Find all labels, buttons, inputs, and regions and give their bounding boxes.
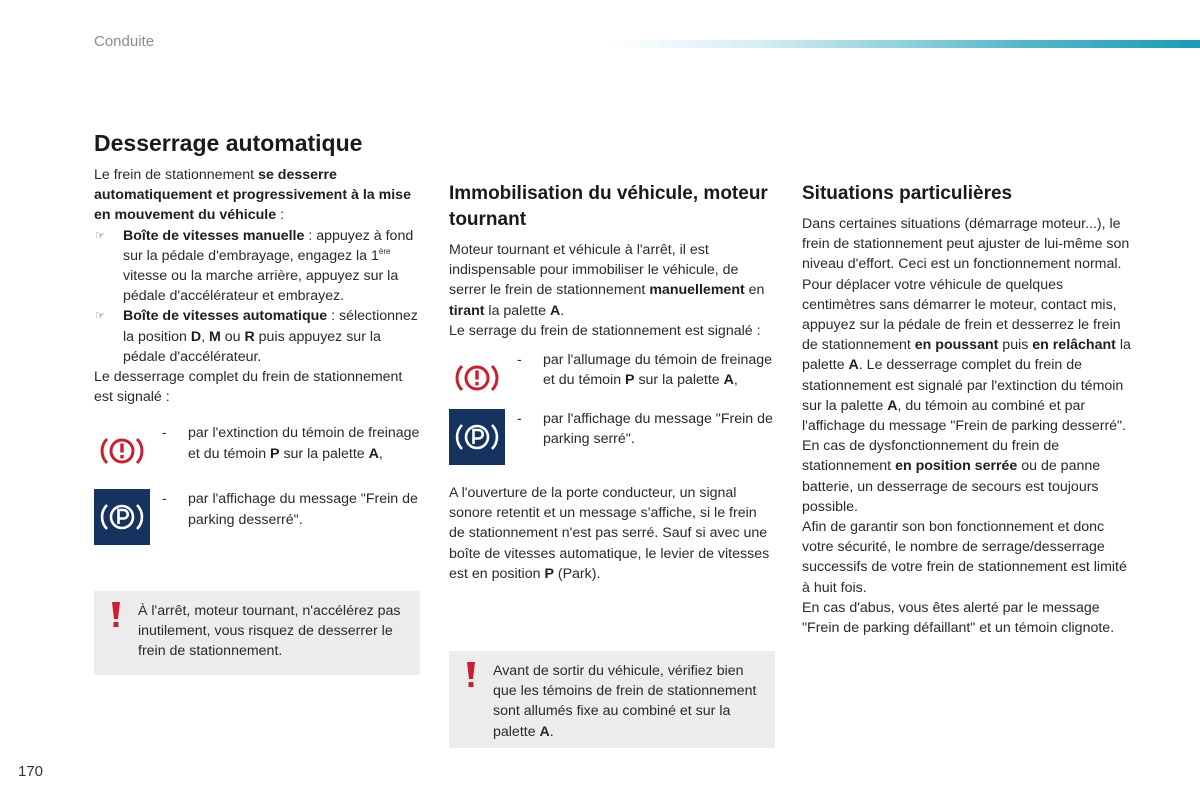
header-accent-bar (610, 40, 1200, 48)
situations-p3: En cas de dysfonctionnement du frein de stationnement en position serrée ou de panne batterie, un desserrage de secours est toujours possible. (802, 438, 1101, 515)
door-opening-paragraph: A l'ouverture de la porte conducteur, un signal sonore retentit et un message s'affiche, si le frein de stationnement n'est pas serré. Sauf si avec une boîte de vitesses automatique, le levier de vitesses est en position P (Park). (449, 485, 770, 582)
brake-warning-icon (94, 423, 150, 479)
intro-paragraph: Le frein de stationnement se desserre automatiquement et progressivement à la mise en mouvement du véhicule : (94, 167, 411, 224)
page-number: 170 (18, 763, 44, 780)
situations-p4: Afin de garantir son bon fonctionnement et donc votre sécurité, le nombre de serrage/desserrage successifs de votre frein de stationnement est limité à huit fois. (802, 519, 1127, 596)
signal-row-message (94, 489, 420, 545)
signal-text-1: - par l'extinction du témoin de freinage et du témoin P sur la palette A, (162, 425, 420, 462)
warning-exclamation-icon (465, 661, 477, 689)
column-situations (802, 181, 1132, 638)
signal-text-2: - par l'affichage du message "Frein de parking desserré". (162, 491, 418, 528)
situations-p1: Dans certaines situations (démarrage moteur...), le frein de stationnement peut ajuster de lui-même son niveau d'effort. Ceci est un fonctionnement normal. (802, 216, 1130, 273)
signal-row-brake-off (94, 423, 420, 479)
manual-gearbox-item: ☞ Boîte de vitesses manuelle : appuyez à fond sur la pédale d'embrayage, engagez la 1ère vitesse ou la marche arrière, appuyez sur la pédale d'accélérateur et embrayez. (95, 227, 414, 305)
signal-text-3: - par l'allumage du témoin de freinage et du témoin P sur la palette A, (517, 352, 773, 389)
warning-exclamation-icon (110, 601, 122, 629)
column-immobilisation (449, 181, 775, 584)
complete-release-text: Le desserrage complet du frein de stationnement est signalé : (94, 369, 403, 406)
pointing-hand-icon: ☞ (95, 229, 105, 242)
title-desserrage: Desserrage automatique (94, 130, 363, 156)
title-situations: Situations particulières (802, 183, 1013, 204)
pointing-hand-icon: ☞ (95, 310, 105, 323)
title-immobilisation: Immobilisation du véhicule, moteur tournant (449, 183, 768, 230)
immobilisation-paragraph: Moteur tournant et véhicule à l'arrêt, il est indispensable pour immobiliser le véhicule, de serrer le frein de stationnement manuellement en tirant la palette A. (449, 242, 765, 319)
signal-row-brake-on (449, 350, 775, 406)
apply-signalled-text: Le serrage du frein de stationnement est signalé : (449, 322, 761, 339)
signal-text-4: - par l'affichage du message "Frein de parking serré". (517, 411, 773, 448)
notice-box-exit: Avant de sortir du véhicule, vérifiez bien que les témoins de frein de stationnement sont allumés fixe au combiné et sur la palette A. (449, 651, 775, 748)
situations-p2: Pour déplacer votre véhicule de quelques centimètres sans démarrer le moteur, contact mis, appuyez sur la pédale de frein et desserrez le frein de stationnement en poussant puis en relâchant la palette A. Le desserrage complet du frein de stationnement est signalé par l'extinction du témoin sur la palette A, du témoin au combiné et par l'affichage du message "Frein de parking desserré". (802, 276, 1131, 435)
notice-box-accelerate: À l'arrêt, moteur tournant, n'accélérez pas inutilement, vous risquez de desserrer le frein de stationnement. (94, 591, 420, 675)
column-desserrage (94, 130, 420, 545)
parking-brake-icon (449, 409, 505, 465)
parking-brake-icon (94, 489, 150, 545)
situations-p5: En cas d'abus, vous êtes alerté par le message "Frein de parking défaillant" et un témoin clignote. (802, 599, 1115, 637)
signal-row-message-serre (449, 409, 775, 465)
section-label: Conduite (94, 33, 155, 50)
auto-gearbox-item: ☞ Boîte de vitesses automatique : sélectionnez la position D, M ou R puis appuyez sur la pédale d'accélérateur. (95, 308, 418, 365)
brake-warning-icon (449, 350, 505, 406)
